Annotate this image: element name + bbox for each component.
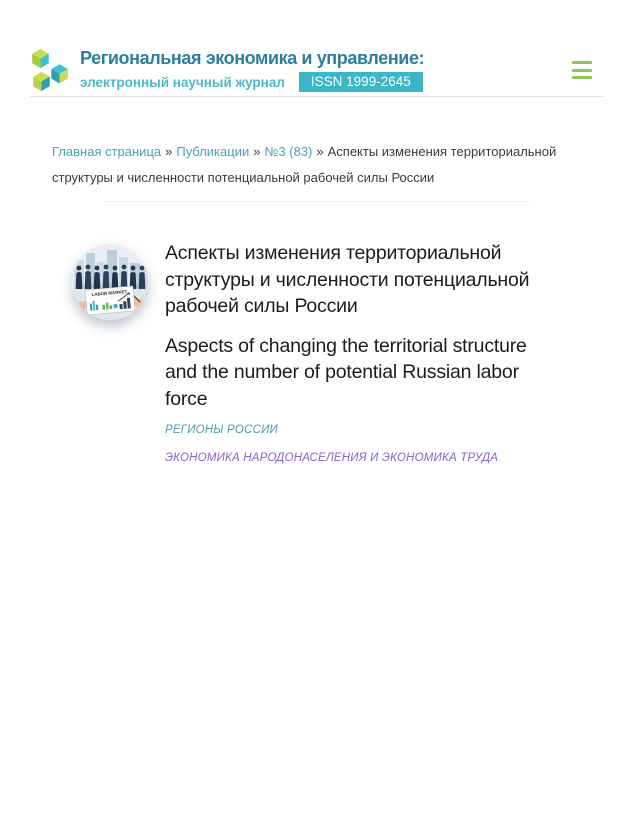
article-text-block bbox=[165, 244, 555, 466]
labor-market-paper bbox=[85, 286, 135, 315]
journal-subtitle: электронный научный журнал bbox=[80, 74, 285, 90]
breadcrumb bbox=[52, 139, 582, 191]
hamburger-menu-icon[interactable] bbox=[572, 61, 592, 79]
issn-badge: ISSN 1999-2645 bbox=[299, 72, 423, 92]
article-categories bbox=[165, 423, 555, 466]
hamburger-bar bbox=[572, 76, 592, 79]
breadcrumb-current: Аспекты изменения территориальной структуры и численности потенциальной рабочей силы России bbox=[52, 144, 557, 185]
logo-cubes-icon bbox=[30, 46, 72, 94]
breadcrumb-link-publications[interactable]: Публикации bbox=[176, 144, 250, 159]
section-divider bbox=[105, 201, 529, 202]
thumbnail-label: LABOR MARKET bbox=[91, 288, 128, 298]
breadcrumb-separator: » bbox=[165, 144, 173, 159]
breadcrumb-link-issue[interactable]: №3 (83) bbox=[264, 144, 313, 159]
journal-logo[interactable] bbox=[30, 46, 424, 94]
logo-text bbox=[80, 48, 424, 92]
article-title-ru: Аспекты изменения территориальной структуры и численности потенциальной рабочей силы России bbox=[165, 242, 530, 317]
journal-title: Региональная экономика и управление: bbox=[80, 48, 425, 68]
article-header bbox=[72, 244, 574, 466]
category-link-regions[interactable]: РЕГИОНЫ РОССИИ bbox=[165, 424, 278, 436]
category-link-economics[interactable]: ЭКОНОМИКА НАРОДОНАСЕЛЕНИЯ И ЭКОНОМИКА ТРУДА bbox=[165, 452, 499, 464]
article-thumbnail bbox=[72, 244, 148, 320]
breadcrumb-link-home[interactable]: Главная страница bbox=[52, 144, 162, 159]
breadcrumb-separator: » bbox=[253, 144, 261, 159]
hamburger-bar bbox=[572, 69, 592, 72]
site-header bbox=[30, 0, 604, 97]
article-title-en: Aspects of changing the territorial structure and the number of potential Russian labor force bbox=[165, 334, 527, 410]
breadcrumb-separator: » bbox=[316, 144, 324, 159]
hamburger-bar bbox=[572, 61, 592, 64]
